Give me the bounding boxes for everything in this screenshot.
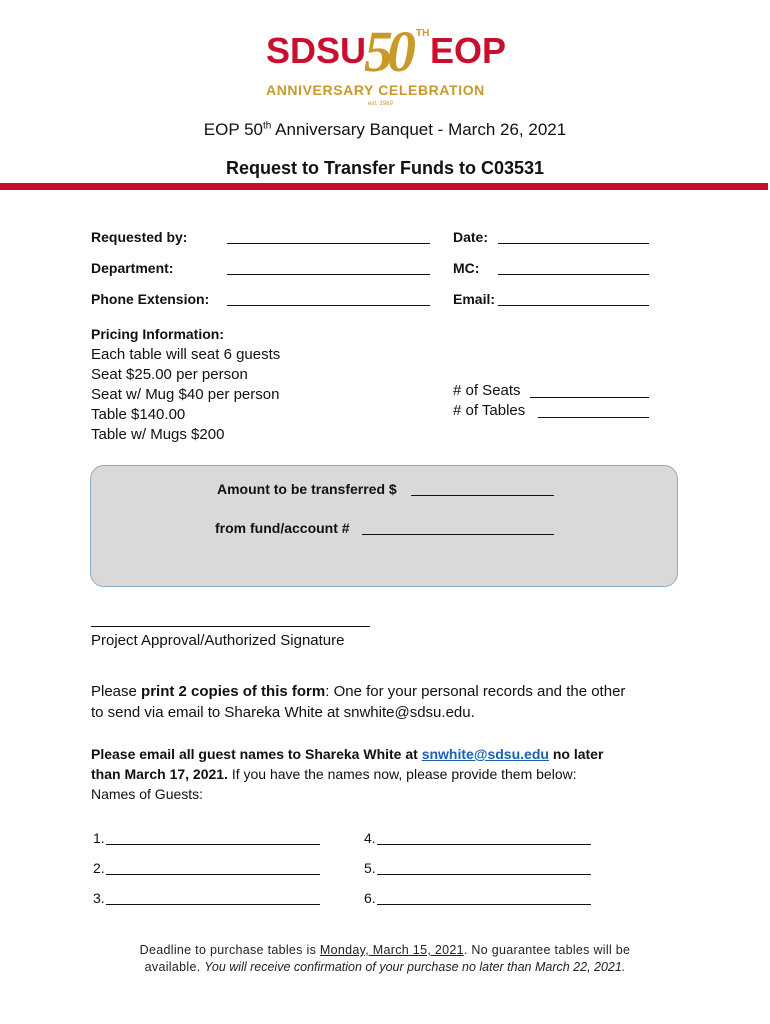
logo-eop-text: EOP bbox=[430, 30, 507, 71]
email-label: Email: bbox=[453, 291, 496, 307]
print-instructions: Please print 2 copies of this form: One for your personal records and the other bbox=[91, 683, 626, 700]
email-instructions: Please email all guest names to Shareka White at snwhite@sdsu.edu no later bbox=[91, 746, 604, 762]
email-link[interactable]: snwhite@sdsu.edu bbox=[421, 746, 549, 762]
tables-field[interactable] bbox=[538, 417, 649, 418]
guest-number: 6. bbox=[364, 890, 376, 906]
guest-number: 5. bbox=[364, 860, 376, 876]
logo-th-text: TH bbox=[416, 28, 430, 39]
sdsu-eop-50th-logo bbox=[260, 19, 510, 112]
requested-by-field[interactable] bbox=[227, 243, 430, 244]
guest-6-field[interactable] bbox=[377, 904, 591, 905]
pricing-heading: Pricing Information: bbox=[91, 326, 224, 342]
guest-2-field[interactable] bbox=[106, 874, 320, 875]
pricing-line: Seat $25.00 per person bbox=[91, 366, 248, 383]
guest-number: 2. bbox=[93, 860, 105, 876]
date-field[interactable] bbox=[498, 243, 649, 244]
guest-number: 4. bbox=[364, 830, 376, 846]
seats-label: # of Seats bbox=[453, 382, 521, 399]
banquet-subtitle: EOP 50th Anniversary Banquet - March 26, 2021 bbox=[203, 120, 567, 139]
phone-extension-field[interactable] bbox=[227, 305, 430, 306]
pricing-line: Each table will seat 6 guests bbox=[91, 346, 281, 363]
logo-est-text: est. 1969 bbox=[368, 101, 393, 107]
deadline-date: Monday, March 15, 2021 bbox=[319, 943, 464, 957]
seats-field[interactable] bbox=[530, 397, 649, 398]
page-title: Request to Transfer Funds to C03531 bbox=[225, 158, 545, 178]
guest-3-field[interactable] bbox=[106, 904, 320, 905]
mc-label: MC: bbox=[453, 260, 480, 276]
fund-account-field[interactable] bbox=[362, 534, 554, 535]
guest-4-field[interactable] bbox=[377, 844, 591, 845]
email-field[interactable] bbox=[498, 305, 649, 306]
logo-anniversary-text: ANNIVERSARY CELEBRATION bbox=[266, 82, 485, 98]
email-instructions-line2: than March 17, 2021. If you have the names now, please provide them below: bbox=[91, 766, 577, 782]
fund-account-label: from fund/account # bbox=[215, 520, 350, 536]
guest-5-field[interactable] bbox=[377, 874, 591, 875]
date-label: Date: bbox=[453, 229, 489, 245]
pricing-line: Table w/ Mugs $200 bbox=[91, 426, 225, 443]
mc-field[interactable] bbox=[498, 274, 649, 275]
guest-number: 3. bbox=[93, 890, 105, 906]
amount-field[interactable] bbox=[411, 495, 554, 496]
pricing-line: Table $140.00 bbox=[91, 406, 186, 423]
guests-label: Names of Guests: bbox=[91, 786, 204, 802]
amount-label: Amount to be transferred $ bbox=[217, 481, 397, 497]
logo-sdsu-text: SDSU bbox=[266, 30, 367, 71]
logo-fifty-text: 50 bbox=[364, 19, 410, 84]
header-divider bbox=[0, 183, 768, 190]
tables-label: # of Tables bbox=[453, 402, 526, 419]
guest-number: 1. bbox=[93, 830, 105, 846]
department-label: Department: bbox=[91, 260, 174, 276]
requested-by-label: Requested by: bbox=[91, 229, 188, 245]
signature-field[interactable] bbox=[91, 626, 370, 627]
print-instructions-line2: to send via email to Shareka White at snwhite@sdsu.edu. bbox=[91, 704, 475, 721]
deadline-footer: Deadline to purchase tables is Monday, March 15, 2021. No guarantee tables will be available. You will receive confirmation of your purchase no later than March 22, 2021. bbox=[139, 943, 631, 974]
department-field[interactable] bbox=[227, 274, 430, 275]
signature-label: Project Approval/Authorized Signature bbox=[91, 632, 345, 649]
phone-extension-label: Phone Extension: bbox=[91, 291, 210, 307]
guest-1-field[interactable] bbox=[106, 844, 320, 845]
pricing-line: Seat w/ Mug $40 per person bbox=[91, 386, 280, 403]
